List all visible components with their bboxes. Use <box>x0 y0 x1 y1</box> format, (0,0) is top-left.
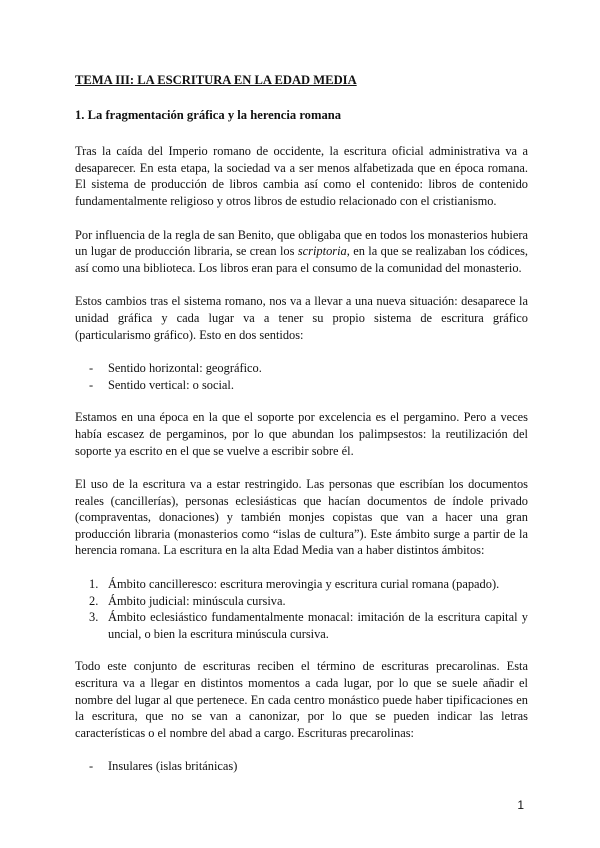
paragraph-6: Todo este conjunto de escrituras reciben el término de escrituras precarolinas. Esta escritura va a llegar en distintos momentos a cada lugar, por lo que se suele añadir el nombre del lugar al que pertenece. En cada centro monástico puede haber tipificaciones en la escritura, que no se van a canonizar, por lo que se pueden indicar las letras características o el nombre del abad a cargo. Escrituras precarolinas: <box>75 659 528 740</box>
list-item <box>75 609 528 642</box>
page-number: 1 <box>517 798 524 812</box>
page-content <box>75 72 528 791</box>
paragraph-5: El uso de la escritura va a estar restringido. Las personas que escribían los documentos reales (cancillerías), personas eclesiásticas que hacían documentos de índole privado (compraventas, donaciones) y también monjes copistas que van a hacer una gran producción libraria (monasterios como “islas de cultura”). Este ámbito surge a partir de la herencia romana. La escritura en la alta Edad Media van a haber distintos ámbitos: <box>75 477 528 558</box>
numbered-list <box>75 576 528 642</box>
list-item <box>75 593 528 610</box>
list-item-text: Ámbito judicial: minúscula cursiva. <box>108 593 286 608</box>
list-number: 1. <box>89 577 99 592</box>
paragraph-2-italic: scriptoria <box>297 244 347 259</box>
list-item: - Insulares (islas británicas) <box>75 758 528 775</box>
list-number: 2. <box>89 593 99 608</box>
list-item-text: Ámbito eclesiástico fundamentalmente monacal: imitación de la escritura capital y uncial, o bien la escritura minúscula cursiva. <box>108 610 528 641</box>
bullet-list-2 <box>75 758 528 775</box>
list-item: - Sentido vertical: o social. <box>75 377 528 394</box>
paragraph-2-before: Por influencia de la regla de san Benito, que obligaba que en todos los monasterios hubiera un lugar de producción libraria, se crean los <box>75 227 528 259</box>
paragraph-4: Estamos en una época en la que el soporte por excelencia es el pergamino. Pero a veces había escasez de pergaminos, por lo que abundan los palimpsestos: la reutilización del soporte ya escrito en el que se vuelve a escribir sobre él. <box>75 410 528 458</box>
document-title: TEMA III: LA ESCRITURA EN LA EDAD MEDIA <box>75 73 357 87</box>
paragraph-2-after: , en la que se realizaban los códices, así como una biblioteca. Los libros eran para el consumo de la comunidad del monasterio. <box>75 244 528 275</box>
list-item-text: Ámbito cancilleresco: escritura merovingia y escritura curial romana (papado). <box>108 577 500 592</box>
paragraph-1: Tras la caída del Imperio romano de occidente, la escritura oficial administrativa va a desaparecer. En esta etapa, la sociedad va a ser menos alfabetizada que en época romana. El sistema de producción de libros cambia así como el contenido: libros de contenido fundamentalmente religioso y otros libros de estudio relacionado con el cristianismo. <box>75 144 528 208</box>
section-heading: 1. La fragmentación gráfica y la herencia romana <box>75 107 342 122</box>
list-item <box>75 576 528 593</box>
list-number: 3. <box>89 610 99 625</box>
bullet-list-1 <box>75 360 528 393</box>
paragraph-3: Estos cambios tras el sistema romano, nos va a llevar a una nueva situación: desaparece la unidad gráfica y cada lugar va a tener su propio sistema de escritura gráfico (particularismo gráfico). Esto en dos sentidos: <box>75 294 528 342</box>
paragraph-2 <box>75 227 528 277</box>
list-item: - Sentido horizontal: geográfico. <box>75 360 528 377</box>
